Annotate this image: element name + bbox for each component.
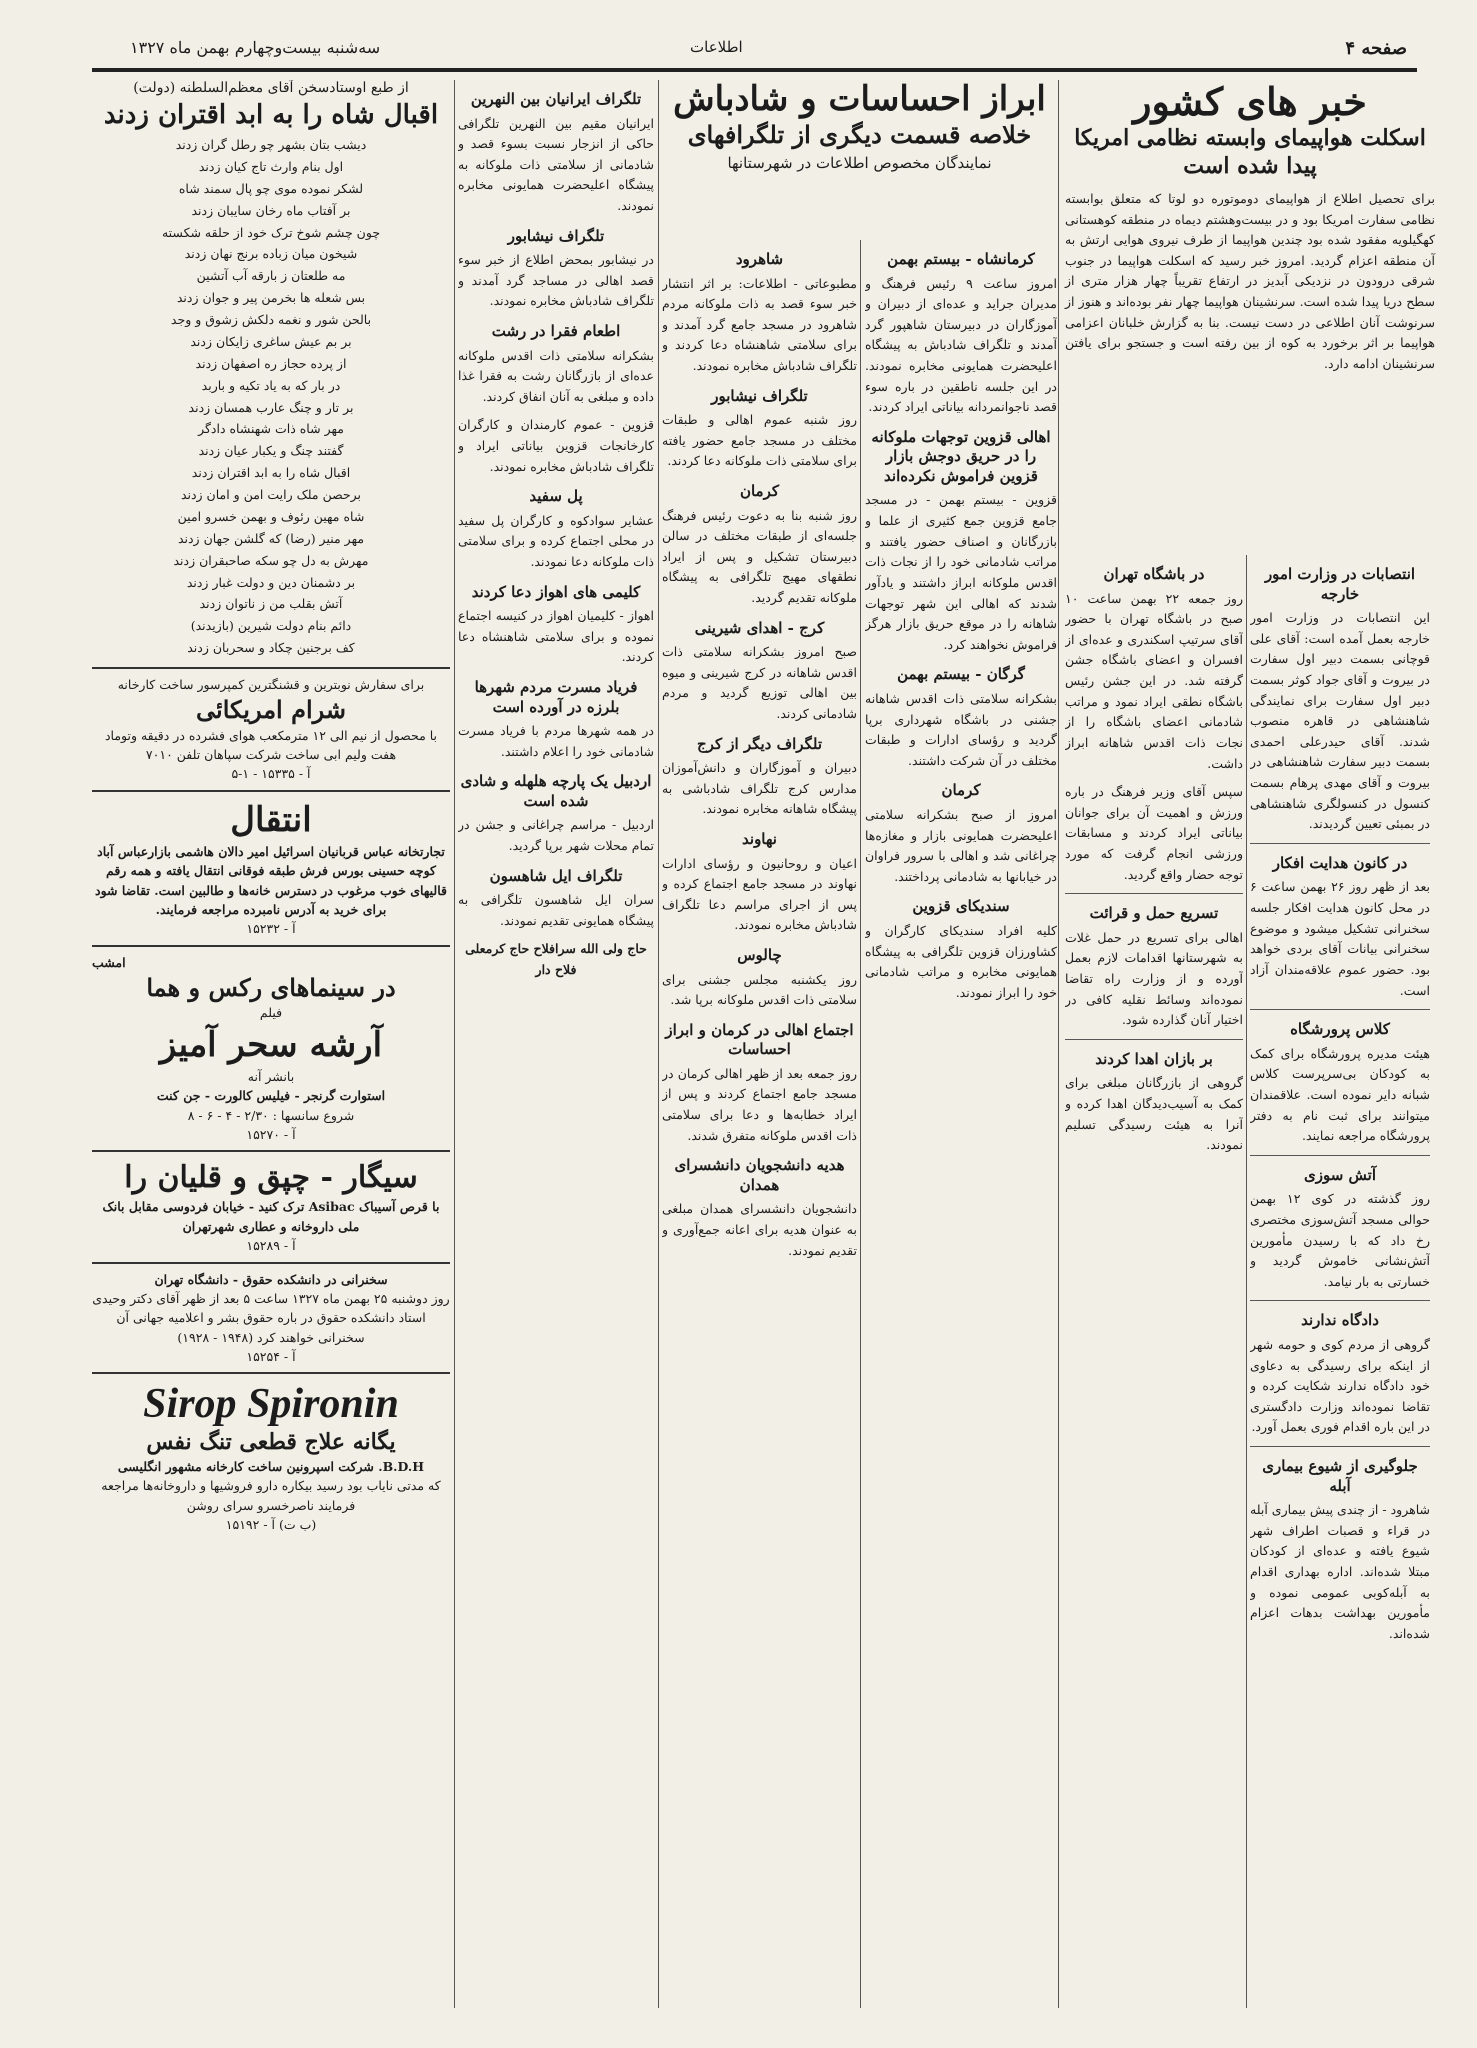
headline: کلیمی های اهواز دعا کردند xyxy=(471,582,641,601)
paragraph: صبح امروز بشکرانه سلامتی ذات اقدس شاهانه در کرج شیرینی و میوه بین اهالی توزیع گردید و مردم شادمانی کردند. xyxy=(662,644,857,721)
ad-cinema xyxy=(92,945,450,1151)
ad-times: شروع سانسها : ۲/۳۰ - ۴ - ۶ - ۸ xyxy=(187,1107,355,1123)
ad-film-label: فیلم xyxy=(259,1005,283,1021)
headline: اردبیل یک پارچه هلهله و شادی شده است xyxy=(460,772,652,810)
column-telegrams-3 xyxy=(458,80,654,2008)
ad-text: که مدتی نایاب بود رسید بیکاره دارو فروشیها و داروخانه‌ها مراجعه فرمایند ناصرخسرو سرای روشن xyxy=(101,1478,441,1513)
ad-relocation xyxy=(92,790,450,945)
headline: تلگراف نیشابور xyxy=(507,226,605,245)
poem-line: بر بم عیش ساغری زایکان زدند xyxy=(190,333,352,349)
poem-line: بر آفتاب ماه رخان سایبان زدند xyxy=(191,202,351,218)
headline-country-news: خبر های کشور xyxy=(1133,79,1367,124)
headline: جلوگیری از شیوع بیماری آبله xyxy=(1262,1457,1418,1495)
poem-line: بر تار و چنگ عارب همسان زدند xyxy=(188,399,354,415)
subheadline-plane-wreck: اسکلت هواپیمای وابسته نظامی امریکا پیدا شده است xyxy=(1074,124,1426,180)
ad-ref: آ - ۱۵۳۳۵ - ۱-۵ xyxy=(231,766,311,782)
headline: آتش سوزی xyxy=(1304,1165,1376,1184)
poem-line: اقبال شاه را به ابد اقتران زدند xyxy=(191,465,351,481)
headline: انتصابات در وزارت امور خارجه xyxy=(1264,565,1416,603)
headline: پل سفید xyxy=(529,487,583,506)
ad-lang: بانشر آنه xyxy=(247,1068,295,1084)
ad-ref: آ - ۱۵۲۵۴ xyxy=(246,1349,296,1364)
paragraph: بشکرانه سلامتی ذات اقدس شاهانه جشنی در باشگاه شهرداری برپا گردید و رؤسای ادارات و طبقات مختلف در آن شرکت داشتند. xyxy=(865,690,1057,768)
paragraph: اعیان و روحانیون و رؤسای ادارات نهاوند در مسجد جامع اجتماع کرده و پس از اجرای مراسم دعا تلگراف شادباش مخابره نمودند. xyxy=(662,855,857,933)
ad-text: با قرص آسیباک Asibac ترک کنید - خیابان فردوسی مقابل بانک ملی داروخانه و عطاری شهرتهران xyxy=(102,1199,440,1234)
header-date: سه‌شنبه بیست‌وچهارم بهمن ماه ۱۳۲۷ xyxy=(130,38,381,57)
paragraph: سپس آقای وزیر فرهنگ در باره ورزش و اهمیت آن برای جوانان بیاناتی ایراد کردند و مسابقات ورزشی انجام گرفت که مورد توجه حضار واقع گردید. xyxy=(1065,784,1243,882)
headline: اجتماع اهالی در کرمان و ابراز احساسات xyxy=(665,1020,854,1059)
paragraph: بشکرانه سلامتی ذات اقدس ملوکانه عده‌ای از بازرگانان رشت به فقرا غذا داده و مبلغی به آنان انفاق کردند. xyxy=(458,347,654,404)
paragraph: دبیران و آموزگاران و دانش‌آموزان مدارس کرج تلگراف شادباشی به پیشگاه شاهانه مخابره نمودند. xyxy=(662,760,857,817)
ad-text: تجارتخانه عباس قربانیان اسرائیل امیر دالان هاشمی بازارعباس آباد کوچه حسینی بورس فرش طبقه فوقانی انتقال یافته و همه رقم قالیهای خوب مرغوب در دسترس خانه‌ها و طالبین است. تقاضا شود برای خرید به آدرس نامبرده مراجعه فرمایند. xyxy=(95,843,447,917)
ad-title: سخنرانی در دانشکده حقوق - دانشگاه تهران xyxy=(154,1271,388,1287)
headline: کرمان xyxy=(739,482,780,500)
paragraph: کلیه افراد سندیکای کارگران و کشاورزان قزوین تلگرافی به پیشگاه همایونی مخابره و مراتب شادمانی خود را ابراز نمودند. xyxy=(865,922,1057,1000)
headline: گرگان - بیستم بهمن xyxy=(897,665,1025,684)
ad-brand-latin: Sirop Spironin xyxy=(143,1381,399,1428)
ad-line: با محصول از نیم الی ۱۲ مترمکعب هوای فشرده در دقیقه وتوماد هفت ولیم ابی ساخت شرکت سپاهان تلفن ۷۰۱۰ xyxy=(104,727,438,762)
ad-ref: آ - ۱۵۲۸۹ xyxy=(246,1238,296,1254)
poem-lines xyxy=(92,134,450,659)
paragraph: در نیشابور بمحض اطلاع از خبر سوء قصد اهالی در مساجد گرد آمدند و تلگراف شادباش مخابره نمودند. xyxy=(458,252,654,309)
paragraph: گروهی از بازرگانان مبلغی برای کمک به آسیب‌دیدگان اهدا کرده و آنرا به هیئت رسیدگی تسلیم نمودند. xyxy=(1065,1075,1243,1153)
poem-line: لشکر نموده موی چو پال سمند شاه xyxy=(178,180,364,196)
headline: دادگاه ندارند xyxy=(1301,1311,1379,1330)
poem-line: مه طلعتان ز بارقه آب آتشین xyxy=(196,268,346,284)
headline: بر بازان اهدا کردند xyxy=(1095,1049,1213,1068)
ad-film-title: آرشه سحر آمیز xyxy=(159,1024,383,1065)
ad-ref: (ب ت) آ - ۱۵۱۹۲ xyxy=(225,1517,317,1533)
paragraph: روز شنبه بنا به دعوت رئیس فرهنگ جلسه‌ای از طبقات مختلف در سالن دبیرستان تشکیل و پس از ایراد نطقهای مهیج تلگرافی به پیشگاه ملوکانه تقدیم گردید. xyxy=(662,507,857,605)
headline: اهالی قزوین توجهات ملوکانه را در حریق دوجش بازار قزوین فراموش نکرده‌اند xyxy=(871,427,1051,485)
paragraph: گروهی از مردم کوی و حومه شهر از اینکه برای رسیدگی به دعاوی خود دادگاه ندارند شکایت کرده و تقاضا نموده‌اند وزارت دادگستری در این باره اقدام فوری بعمل آورد. xyxy=(1250,1336,1430,1435)
column-tehran-club xyxy=(1065,555,1243,2008)
poem-line: شیخون میان زباده برنج نهان زدند xyxy=(184,246,358,262)
poem-line: مهر شاه ذات شهنشاه دادگر xyxy=(198,421,344,437)
paragraph: قزوین - بیستم بهمن - در مسجد جامع قزوین جمع کثیری از علما و بازرگانان و اصناف حضور یافتند و مراتب شادمانی خود را از نجات ذات اقدس ملوکانه ابراز داشتند و یادآور شدند که اهالی این شهر توجهات شاهانه را در موقع حریق بازار هرگز فراموش نخواهند کرد. xyxy=(865,492,1057,652)
poem-line: آتش بقلب من ز ناتوان زدند xyxy=(199,596,343,612)
ad-lecture xyxy=(92,1262,450,1373)
headline: نهاوند xyxy=(742,830,777,848)
ad-ref: آ - ۱۵۲۳۲ xyxy=(246,921,296,937)
paragraph: مطبوعاتی - اطلاعات: بر اثر انتشار خبر سوء قصد به ذات ملوکانه مردم شاهرود در مسجد جامع گرد آمدند و برای سلامتی شاهنشاه دعا کردند و تلگراف شادباش مخابره نمودند. xyxy=(662,275,857,373)
headline: تلگراف دیگر از کرج xyxy=(696,734,822,753)
poem-line: از پرده حجاز ره اصفهان زدند xyxy=(195,355,347,371)
ad-text: روز دوشنبه ۲۵ بهمن ماه ۱۳۲۷ ساعت ۵ بعد از ظهر آقای دکتر وحیدی استاد دانشکده حقوق در باره حقوق بشر و اعلامیه جهانی آن سخنرانی خواهند کرد (۱۹۴۸ - ۱۹۲۸) xyxy=(92,1290,450,1345)
paragraph: هیئت مدیره پرورشگاه برای کمک به کودکان بی‌سرپرست کلاس شبانه دایر نموده است. علاقمندان میتوانند برای ثبت نام به دفتر پرورشگاه مراجعه نمایند. xyxy=(1250,1045,1430,1144)
headline: کرمانشاه - بیستم بهمن xyxy=(887,250,1035,268)
ad-title: سیگار - چپق و قلیان را xyxy=(124,1160,418,1196)
paragraph: روز جمعه ۲۲ بهمن ساعت ۱۰ صبح در باشگاه تهران با حضور آقای سرتیپ اسکندری و عده‌ای از افسران و اعضای باشگاه جشن گرفته شد. در این جشن رئیس باشگاه نطقی ایراد نمود و مراتب شادمانی اعضای باشگاه را از نجات ذات اقدس شاهانه ابراز داشت. xyxy=(1065,590,1243,771)
poem-line: مهرش به دل چو سکه صاحبقران زدند xyxy=(173,552,369,568)
column-divider xyxy=(1058,80,1059,2008)
paragraph: روز یکشنبه مجلس جشنی برای سلامتی ذات اقدس ملوکانه برپا شد. xyxy=(662,971,857,1008)
ad-spironin xyxy=(92,1372,450,1540)
ad-brand: شرام امریکائی xyxy=(196,695,346,725)
paragraph: ایرانیان مقیم بین النهرین تلگرافی حاکی از انزجار نسبت بسوء قصد و شادمانی از سلامتی ذات ملوکانه به پیشگاه اعلیحضرت همایونی مخابره نمودند. xyxy=(458,115,654,213)
paragraph: دانشجویان دانشسرای همدان مبلغی به عنوان هدیه برای اعانه جمع‌آوری و تقدیم نمودند. xyxy=(662,1201,857,1258)
headline: اطعام فقرا در رشت xyxy=(491,322,621,340)
poem-line: مهر منیر (رضا) که گلشن جهان زدند xyxy=(177,530,365,546)
column-divider xyxy=(658,80,659,2008)
headline: تسریع حمل و قرائت xyxy=(1089,904,1219,923)
ad-tonight: امشب xyxy=(92,954,126,970)
paragraph: اردبیل - مراسم چراغانی و جشن در تمام محلات شهر برپا گردید. xyxy=(458,817,654,853)
ad-tagline: یگانه علاج قطعی تنگ نفس xyxy=(146,1429,396,1456)
poem-line: دائم بنام دولت شیرین (بازیدند) xyxy=(190,618,352,634)
poem-title: اقبال شاه را به ابد اقتران زدند xyxy=(103,100,439,130)
headline: چالوس xyxy=(737,946,782,964)
paragraph: اهواز - کلیمیان اهواز در کنیسه اجتماع نموده و برای سلامتی شاهنشاه دعا کردند. xyxy=(458,608,654,665)
headline: کلاس پرورشگاه xyxy=(1290,1020,1390,1039)
page-number: صفحه ۴ xyxy=(1345,38,1407,59)
headline: در کانون هدایت افکار xyxy=(1272,853,1408,872)
headline: هدیه دانشجویان دانشسرای همدان xyxy=(674,1156,845,1194)
paragraph: امروز از صبح بشکرانه سلامتی اعلیحضرت همایونی بازار و مغازه‌ها چراغانی شد و اهالی با سرور فراوان در خیابانها به شادمانی پرداختند. xyxy=(865,806,1057,884)
column-foreign-ministry xyxy=(1250,555,1430,2008)
poem-line: کف برجنین چکاد و سحربان زدند xyxy=(187,640,355,656)
subheadline-telegrams: خلاصه قسمت دیگری از تلگرافهای xyxy=(687,120,1032,150)
correspondents-note: نمایندگان مخصوص اطلاعات در شهرستانها xyxy=(727,154,992,173)
column-divider xyxy=(1246,555,1247,2008)
paragraph: بعد از ظهر روز ۲۶ بهمن ساعت ۶ در محل کانون هدایت افکار جلسه سخنرانی تشکیل میشود و موضوع سخنرانی بیانات آقای بردی خواهد بود. حضور عموم علاقه‌مندان آزاد است. xyxy=(1250,879,1430,998)
headline: سندیکای قزوین xyxy=(912,897,1010,916)
headline: شاهرود xyxy=(735,250,784,268)
poem-line: چون چشم شوخ ترک خود از حلقه شکسته xyxy=(161,224,381,240)
signature: حاج ولی الله سرافلاح حاج کرمعلی فلاح دار xyxy=(465,941,647,977)
poem-line: بر دشمنان دین و دولت غبار زدند xyxy=(186,574,356,590)
paragraph: شاهرود - از چندی پیش بیماری آبله در قراء و قصبات اطراف شهر شیوع یافته و عده‌ای از کودکان مبتلا شده‌اند. اداره بهداری اقدام به آبله‌کوبی عمومی نموده و مأمورین بهداشت بدهات اعزام شده‌اند. xyxy=(1250,1502,1430,1641)
paragraph: اهالی برای تسریع در حمل غلات به شهرستانها اقدامات لازم بعمل آورده و از وزارت راه تقاضا نموده‌اند وسائط نقلیه کافی در اختیار آنان گذارده شود. xyxy=(1065,929,1243,1028)
column-telegrams-2 xyxy=(662,240,857,2008)
poem-source: از طبع اوستادسخن آقای معظم‌السلطنه (دولت) xyxy=(133,80,409,96)
paragraph: قزوین - عموم کارمندان و کارگران کارخانجات قزوین بیاناتی ایراد و تلگراف شادباش مخابره نمودند. xyxy=(458,417,654,474)
paragraph: سران ایل شاهسون تلگرافی به پیشگاه همایونی تقدیم نمودند. xyxy=(458,892,654,928)
poem-line: دیشب بتان بشهر چو رطل گران زدند xyxy=(175,137,367,152)
header-rule xyxy=(92,68,1417,72)
headline: تلگراف ایل شاهسون xyxy=(489,866,623,885)
article-celebrations-header xyxy=(662,80,1057,172)
poem-line: شاه مهین رئوف و بهمن خسرو امین xyxy=(177,508,365,524)
poem-line: برحصن ملک رایت امن و امان زدند xyxy=(180,487,362,502)
ad-cast: استوارت گرنجر - فیلیس کالورت - جن کنت xyxy=(156,1088,386,1104)
headline: کرمان xyxy=(941,781,981,800)
paragraph: امروز ساعت ۹ رئیس فرهنگ و مدیران جراید و عده‌ای از دبیران و آموزگاران در دبیرستان شاهپور گرد آمدند و تلگراف شادباش به پیشگاه اعلیحضرت همایونی مخابره نمودند. در این جلسه ناطقین در باره سوء قصد ناجوانمردانه بیاناتی ایراد کردند. xyxy=(865,275,1057,415)
paragraph: عشایر سوادکوه و کارگران پل سفید در محلی اجتماع کرده و برای سلامتی ذات ملوکانه دعا نمودند. xyxy=(458,512,654,569)
headline: تلگراف نیشابور xyxy=(711,386,808,405)
paragraph: این انتصابات در وزارت امور خارجه بعمل آمده است: آقای علی قوچانی بسمت دبیر اول سفارت در بیروت و آقای جواد کوثر بسمت دبیر اول سفارت برای نمایندگی شاهنشاهی در قاهره منصوب شدند. آقای حیدرعلی احمدی بسمت دبیر سفارت شاهنشاهی در بیروت و آقای مهدی پرهام بسمت کنسول در کنسولگری شاهنشاهی در بمبئی تعیین گردیدند. xyxy=(1250,610,1430,832)
poem-line: اول بنام وارث تاج کیان زدند xyxy=(198,158,344,174)
column-divider xyxy=(860,240,861,2008)
paragraph: روز شنبه عموم اهالی و طبقات مختلف در مسجد جامع حضور یافته برای سلامتی ذات ملوکانه دعا کردند. xyxy=(662,412,857,469)
ad-maker: B.D.H. شرکت اسپرونین ساخت کارخانه مشهور انگلیسی xyxy=(117,1458,425,1474)
column-poem-and-ads xyxy=(92,80,450,2008)
paragraph: در همه شهرها مردم با فریاد مسرت شادمانی خود را اعلام داشتند. xyxy=(458,723,654,759)
ad-line: برای سفارش نوبترین و قشنگترین کمپرسور ساخت کارخانه xyxy=(117,677,425,692)
article-body: برای تحصیل اطلاع از هواپیمای دوموتوره دو لوتا که متعلق بوابسته نظامی سفارت امریکا بود و در بیست‌وهشتم دیماه در منطقه کوهستانی کهگیلویه مفقود شده بود چندین هواپیما از طرف نیروی هوایی ارتش به آن منطقه اعزام گردید. امروز خبر رسید که اسکلت هواپیما در جنوب شرقی درودون در نزدیکی آبدیز در ارتفاع تقریباً چهار هزار متری از سطح دریا پیدا شده است. سرنشینان هواپیما چهار نفر بوده‌اند و هنوز از سرنوشت آنان اطلاعی در دست نیست. بنا به گزارش خلبانان اعزامی هواپیما بر اثر برخورد به کوه از بین رفته است و جستجو برای یافتن سرنشینان ادامه دارد. xyxy=(1065,190,1435,371)
headline: فریاد مسرت مردم شهرها بلرزه در آورده است xyxy=(474,678,638,716)
headline: در باشگاه تهران xyxy=(1103,565,1205,583)
paragraph: روز گذشته در کوی ۱۲ بهمن حوالی مسجد آتش‌سوزی مختصری رخ داد که با رسیدن مأمورین آتش‌نشانی خاموش گردید و خسارتی به بار نیامد. xyxy=(1250,1191,1430,1289)
headline-celebrations: ابراز احساسات و شادباش xyxy=(673,79,1046,119)
poem-line: بالحن شور و نغمه دلکش زشوق و وجد xyxy=(170,312,372,327)
column-divider xyxy=(454,80,455,2008)
poem-line: بس شعله ها بخرمن پیر و جوان زدند xyxy=(176,290,366,306)
ad-cinemas: در سینماهای رکس و هما xyxy=(146,973,396,1003)
paper-name: اطلاعات xyxy=(690,38,743,56)
headline: کرج - اهدای شیرینی xyxy=(694,618,825,637)
ad-ref: آ - ۱۵۲۷۰ xyxy=(246,1127,296,1142)
article-country-news xyxy=(1065,80,1435,383)
ad-smoking xyxy=(92,1150,450,1261)
poem-line: در بار که به یاد تکیه و باربد xyxy=(201,377,341,393)
column-telegrams-1 xyxy=(865,240,1057,2008)
ad-compressor xyxy=(92,667,450,790)
poem-line: گفتند چنگ و یکبار عیان زدند xyxy=(198,443,344,459)
headline: تلگراف ایرانیان بین النهرین xyxy=(470,90,642,108)
paragraph: روز جمعه بعد از ظهر اهالی کرمان در مسجد جامع اجتماع کردند و پس از ایراد خطابه‌ها و دعا برای سلامتی ذات اقدس ملوکانه متفرق شدند. xyxy=(662,1065,857,1143)
ad-title: انتقال xyxy=(230,799,312,840)
